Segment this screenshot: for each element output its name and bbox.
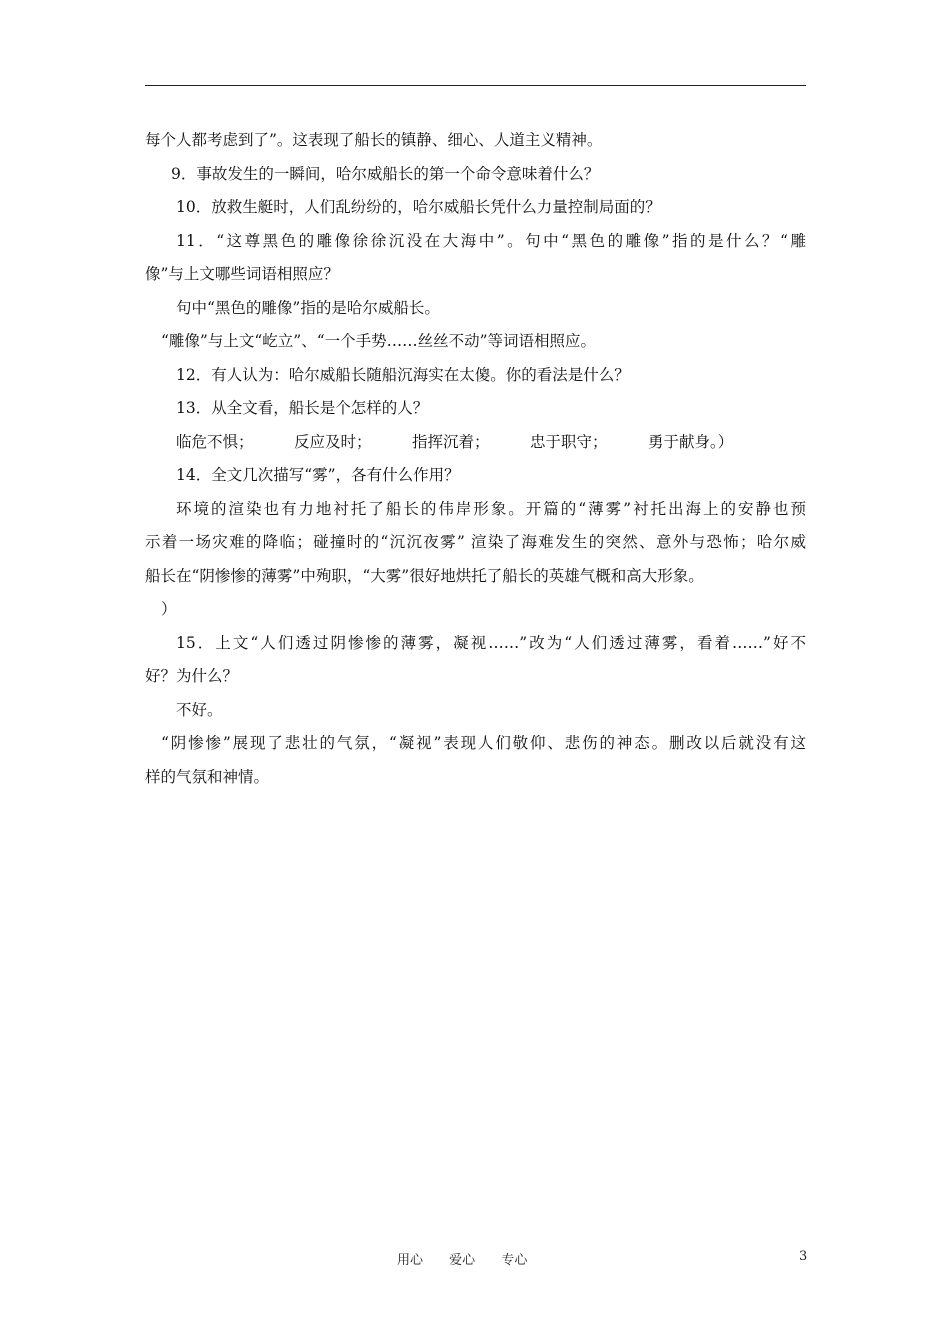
answer-13-traits [145, 426, 806, 460]
answer-14-line-1: 环境的渲染也有力地衬托了船长的伟岸形象。开篇的“薄雾”衬托出海上的安静也预 [176, 499, 806, 518]
answer-14-line-3: 船长在“阴惨惨的薄雾”中殉职，“大雾”很好地烘托了船长的英雄气概和高大形象。 [145, 566, 704, 585]
trait-item: 忠于职守； [530, 432, 608, 451]
answer-15-short: 不好。 [176, 700, 223, 719]
trait-item: 勇于献身。） [648, 432, 734, 451]
trait-item: 反应及时； [294, 432, 372, 451]
question-10: 10．放救生艇时，人们乱纷纷的，哈尔威船长凭什么力量控制局面的？ [176, 198, 661, 216]
question-15-continued: 好？为什么？ [145, 667, 239, 685]
answer-15-line-2: 样的气氛和神情。 [145, 767, 270, 786]
answer-11-part-1: 句中“黑色的雕像”指的是哈尔威船长。 [176, 298, 440, 317]
footer-slogan [397, 1249, 549, 1268]
question-12: 12．有人认为：哈尔威船长随船沉海实在太傻。你的看法是什么？ [176, 365, 630, 384]
trait-item: 临危不惧； [176, 432, 254, 451]
answer-11-part-2: “雕像”与上文“屹立”、“一个手势……丝丝不动”等词语相照应。 [161, 332, 597, 350]
page-number: 3 [799, 1249, 808, 1264]
footer-slogan-word: 专心 [501, 1253, 528, 1268]
document-body [145, 124, 806, 794]
question-9: 9．事故发生的一瞬间，哈尔威船长的第一个命令意味着什么？ [171, 164, 600, 183]
question-15: 15．上文“人们透过阴惨惨的薄雾，凝视……”改为“人们透过薄雾，看着……”好不 [176, 633, 806, 652]
footer-slogan-word: 爱心 [449, 1253, 476, 1268]
trait-item: 指挥沉着； [412, 432, 490, 451]
header-rule [145, 85, 806, 86]
question-14: 14．全文几次描写“雾”，各有什么作用？ [176, 466, 460, 484]
question-13: 13．从全文看，船长是个怎样的人？ [176, 399, 429, 417]
question-11: 11．“这尊黑色的雕像徐徐沉没在大海中”。句中“黑色的雕像”指的是什么？“雕 [176, 231, 806, 250]
closing-paren: ） [161, 600, 177, 618]
paragraph-line: 每个人都考虑到了”。这表现了船长的镇静、细心、人道主义精神。 [145, 131, 603, 149]
footer-slogan-word: 用心 [397, 1253, 424, 1268]
answer-14-line-2: 示着一场灾难的降临；碰撞时的“沉沉夜雾” 渲染了海难发生的突然、意外与恐怖；哈尔威 [145, 533, 806, 551]
question-11-continued: 像”与上文哪些词语相照应？ [145, 265, 339, 283]
answer-15-line-1: “阴惨惨”展现了悲壮的气氛，“凝视”表现人们敬仰、悲伤的神态。删改以后就没有这 [161, 734, 806, 752]
